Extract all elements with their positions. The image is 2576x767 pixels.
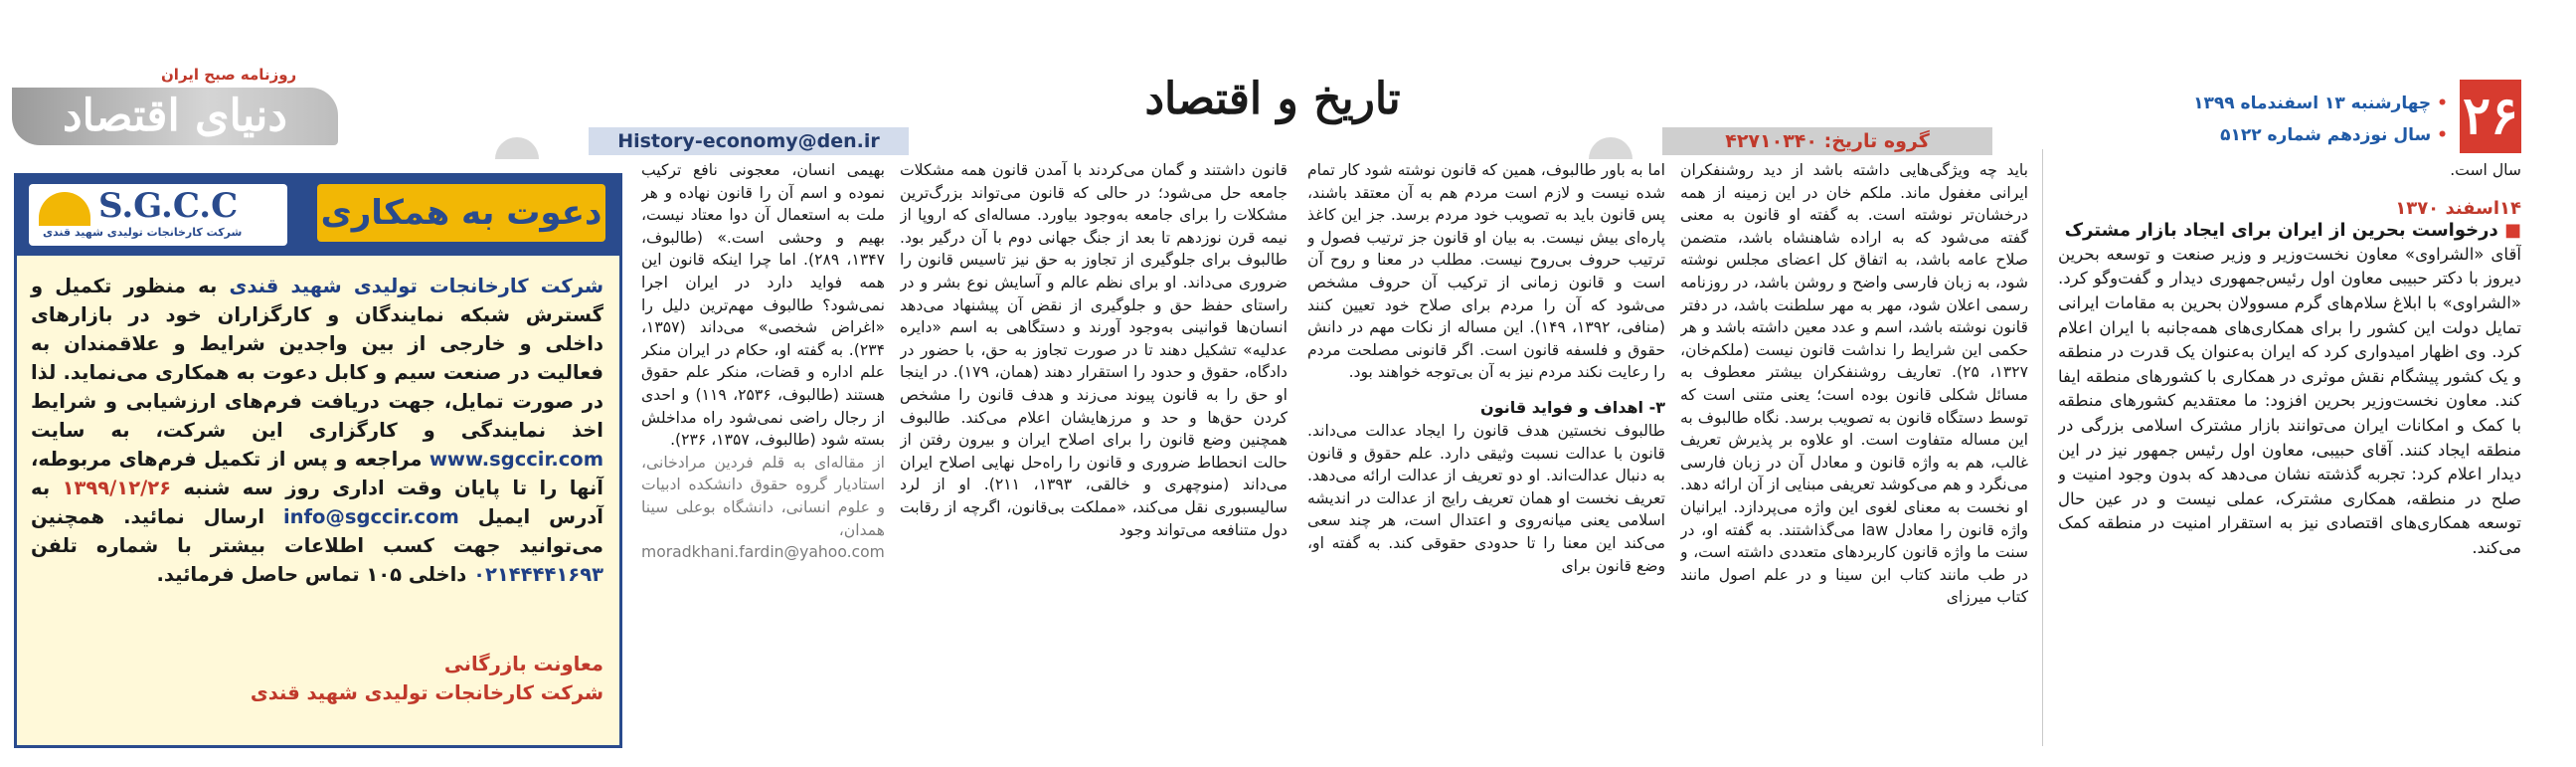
- ad-text: به منظور تکمیل و گسترش شبکه نمایندگان و کارگزاران خود در بازارهای داخلی و خارجی از بین واجدین شرایط و علاقمندان به فعالیت در صنعت سیم و کابل دعوت به همکاری می‌نماید. لذا در صورت تمایل، جهت دریافت فرم‌های ارزشیابی و شرایط اخذ نمایندگی و کارگزاری این شرکت، به سایت: [31, 275, 603, 442]
- news-headline: ■ درخواست بحرین از ایران برای ایجاد بازار مشترک: [2064, 220, 2521, 242]
- article-footnote-email: moradkhani.fardin@yahoo.com: [641, 543, 885, 562]
- article-text: اما به باور طالبوف، همین که قانون نوشته شود کار تمام شده نیست و لازم است مردم هم به آن معتقد باشند، پس قانون باید به تصویب خود مردم برسد. جز این کاغذ پاره‌ای بیش نیست. به بیان او قانون جز ترتیب فصول و ترتیب حروف بی‌روح نیست. مطلب در معنا و روح آن است و قانون زمانی از ترکیب آن حروف مشخص می‌شود که آن را مردم برای صلاح خود تعیین کنند (منافی، ۱۳۹۲، ۱۴۹). این مساله از نکات مهم در دانش حقوق و فلسفه قانون است. اگر قانونی مصلحت مردم را رعایت نکند مردم نیز به آن بی‌توجه خواهند بود.: [1307, 161, 1665, 382]
- ad-text: همچنین می‌توانید جهت کسب اطلاعات بیشتر با شماره تلفن: [31, 505, 603, 557]
- issue-date-text: چهارشنبه ۱۳ اسفندماه ۱۳۹۹: [2193, 94, 2432, 113]
- ad-deadline: ۱۳۹۹/۱۲/۲۶: [62, 477, 172, 499]
- decorative-tab: [1589, 137, 1632, 159]
- ad-body: [31, 272, 603, 589]
- ad-signature-dept: معاونت بازرگانی: [443, 653, 603, 675]
- news-date: ۱۴اسفند ۱۳۷۰: [2395, 197, 2521, 219]
- ad-text: مراجعه و پس از تکمیل فرم‌های مربوطه، آنها را تا پایان وقت اداری روز سه شنبه: [31, 448, 603, 499]
- page-number: ۲۶: [2460, 80, 2521, 153]
- newspaper-tagline: روزنامه صبح ایران: [161, 66, 297, 84]
- ad-text: داخلی ۱۰۵ تماس حاصل فرمائید.: [156, 563, 467, 586]
- ad-signature-company: شرکت کارخانجات تولیدی شهید قندی: [250, 681, 603, 704]
- newspaper-logo: [12, 66, 338, 145]
- news-column: [2058, 159, 2521, 756]
- ad-phone: ۰۲۱۴۴۴۴۱۶۹۳: [473, 563, 603, 586]
- advertisement: [14, 173, 622, 748]
- article-text: قانون داشتند و گمان می‌کردند با آمدن قانون همه مشکلات جامعه حل می‌شود؛ در حالی که قانون می‌تواند بزرگ‌ترین مشکلات را برای جامعه به‌وجود بیاورد. مساله‌ای که اروپا از نیمه قرن نوزدهم تا بعد از جنگ جهانی دوم با آن درگیر بود. طالبوف برای جلوگیری از تجاوز به حق نیز تاسیس قانون را ضروری می‌داند. او برای نظم عالم و آسایش نوع بشر و در راستای حفظ حق و جلوگیری از نقض آن پیشنهاد می‌دهد انسان‌ها قوانینی به‌وجود آورند و دستگاهی به اسم «دایره عدلیه» تشکیل دهند تا در صورت تجاوز به حق، با حضور در دادگاه، حقوق و حدود را استقرار دهند (همان، ۱۷۹). در اینجا او حق را به قانون پیوند می‌زند و هدف قانون را مشخص کردن حق‌ها و حد و مرزهایشان اعلام می‌کند. طالبوف همچنین وضع قانون را برای اصلاح ایران و بیرون رفتن از حالت انحطاط ضروری و قانون را راه‌حل نهایی اصلاح ایران می‌داند (منوچهری و خالقی، ۱۳۹۳، ۲۱۱). او از لرد سالیسبوری نقل می‌کند، «مملکت بی‌قانون، اگرچه از رقابت دول متنافعه می‌تواند وجود: [900, 161, 1288, 539]
- article-subheading: ۳- اهداف و فواید قانون: [1480, 397, 1665, 417]
- issue-date: • چهارشنبه ۱۳ اسفندماه ۱۳۹۹: [2193, 94, 2448, 113]
- ad-header: [17, 176, 619, 256]
- article-column-4: [641, 159, 885, 756]
- article-footnote: از مقاله‌ای به قلم فردین مرادخانی، استادیار گروه حقوق دانشکده ادبیات و علوم انسانی، دانشگاه بوعلی سینا همدان،: [641, 453, 885, 539]
- group-phone: گروه تاریخ: ۴۲۷۱۰۳۴۰: [1662, 127, 1992, 155]
- issue-number: • سال نوزدهم شماره ۵۱۲۲: [2220, 125, 2448, 145]
- company-logo-text: S.G.C.C: [98, 186, 239, 226]
- ad-text: به آدرس ایمیل: [31, 477, 603, 528]
- article-text: باید چه ویژگی‌هایی داشته باشد از دید روشنفکران ایرانی مغفول ماند. ملکم خان در این زمینه از همه درخشان‌تر نوشته است. به گفته او قانون به معنی گفته می‌شود که به اراده شاهنشاه باشد، متضمن صلاح عامه باشد، به اتفاق کل اعضای مجلس نوشته شود، به زبان فارسی واضح و روشن باشد، در روزنامه رسمی اعلان شود، مهر به مهر سلطنت باشد، در دفتر قانون نوشته باشد، اسم و عدد معین داشته باشد و هر حکمی این شرایط را نداشت قانون نیست (ملکم‌خان، ۱۳۲۷، ۲۵). تعاریف روشنفکران بیشتر معطوف به مسائل شکلی قانون بوده است؛ یعنی متنی است که توسط دستگاه قانون به تصویب برسد. نگاه طالبوف به این مساله متفاوت است. او علاوه بر پذیرش تعریف غالب، هم به واژه قانون و معادل آن در زبان فارسی می‌نگرد و هم می‌کوشد تعریفی مبنایی از آن ارائه دهد. او نخست به معنای لغوی این واژه می‌پردازد. ایرانیان واژه قانون را معادل law می‌گذاشتند. به گفته او، در سنت ما واژه قانون کاربردهای متعددی داشته است، و در طب مانند کتاب ابن سینا و در علم اصول مانند کتاب میرزای: [1680, 161, 2028, 607]
- news-headline-text: درخواست بحرین از ایران برای ایجاد بازار مشترک: [2064, 220, 2498, 242]
- ad-invite-title: دعوت به همکاری: [317, 184, 605, 242]
- article-text: طالبوف نخستین هدف قانون را ایجاد عدالت می‌داند. قانون با عدالت نسبت وثیقی دارد. علم حقوق و قانون به دنبال عدالت‌اند. او دو تعریف از عدالت ارائه می‌دهد. تعریف نخست او همان تعریف رایج از عدالت در اندیشه اسلامی یعنی میانه‌روی و اعتدال است، هر چند سعی می‌کند این معنا را تا حدودی حقوقی کند. به گفته او، وضع قانون برای: [1307, 421, 1665, 575]
- sun-icon: [39, 192, 90, 226]
- newspaper-logo-text: دنیای اقتصاد: [12, 88, 338, 145]
- ad-company-name: شرکت کارخانجات تولیدی شهید قندی: [229, 275, 603, 297]
- ad-email-link[interactable]: info@sgccir.com: [282, 505, 459, 528]
- company-logo: [29, 184, 287, 246]
- article-column-3: [900, 159, 1288, 756]
- decorative-tab: [495, 137, 539, 159]
- article-column-2: [1307, 159, 1665, 756]
- article-text: بهیمی انسان، معجونی نافع ترکیب نموده و اسم آن را قانون نهاده و هر ملت به استعمال آن دوا معتاد نیست، بهیم و وحشی است.» (طالبوف، ۱۳۴۷، ۲۸۹). اما چرا اینکه قانون این همه فواید دارد در ایران اجرا نمی‌شود؟ طالبوف مهم‌ترین دلیل را «اغراض شخصی» می‌داند (۱۳۵۷، ۲۳۴). به گفته او، حکام در ایران منکر علم اداره و قضات، منکر علم حقوق هستند (طالبوف، ۲۵۳۶، ۱۱۹) و احدی از رجال راضی نمی‌شود راه مداخلش بسته شود (طالبوف، ۱۳۵۷، ۲۳۶).: [641, 161, 885, 450]
- company-logo-caption: شرکت کارخانجات تولیدی شهید قندی: [43, 226, 243, 239]
- issue-number-text: سال نوزدهم شماره ۵۱۲۲: [2220, 125, 2432, 145]
- section-email: History-economy@den.ir: [589, 127, 909, 155]
- news-continuation: سال است.: [2450, 161, 2521, 179]
- ad-signature: [31, 650, 603, 707]
- article-column-1: [1680, 159, 2028, 756]
- column-divider: [2042, 149, 2043, 746]
- news-body: آقای «الشراوی» معاون نخست‌وزیر و وزیر صنعت و توسعه بحرین دیروز با دکتر حبیبی معاون اول رئیس‌جمهوری دیدار و گفت‌وگو کرد. «الشراوی» با ابلاغ سلام‌های گرم مسوولان بحرین به مقامات ایرانی تمایل دولت این کشور را برای همکاری‌های همه‌جانبه با ایران اعلام کرد. وی اظهار امیدواری کرد که ایران به‌عنوان یک قدرت در منطقه و یک کشور پیشگام نقش موثری در همکاری با کشورهای منطقه ایفا کند. معاون نخست‌وزیر بحرین افزود: ما معتقدیم کشورهای منطقه با کمک و امکانات ایران می‌توانند بازار مشترک اسلامی بزرگی در منطقه ایجاد کنند. آقای حبیبی، معاون اول رئیس جمهور نیز در این دیدار اعلام کرد: تجربه گذشته نشان می‌دهد که بدون وجود امنیت و صلح در منطقه، همکاری مشترک، عملی نیست و در عین حال توسعه همکاری‌های اقتصادی نیز به استقرار امنیت در منطقه کمک می‌کند.: [2058, 244, 2521, 557]
- ad-website-link[interactable]: www.sgccir.com: [429, 448, 604, 471]
- ad-text: ارسال نمائید.: [123, 505, 265, 528]
- page-title: تاریخ و اقتصاد: [1144, 74, 1401, 124]
